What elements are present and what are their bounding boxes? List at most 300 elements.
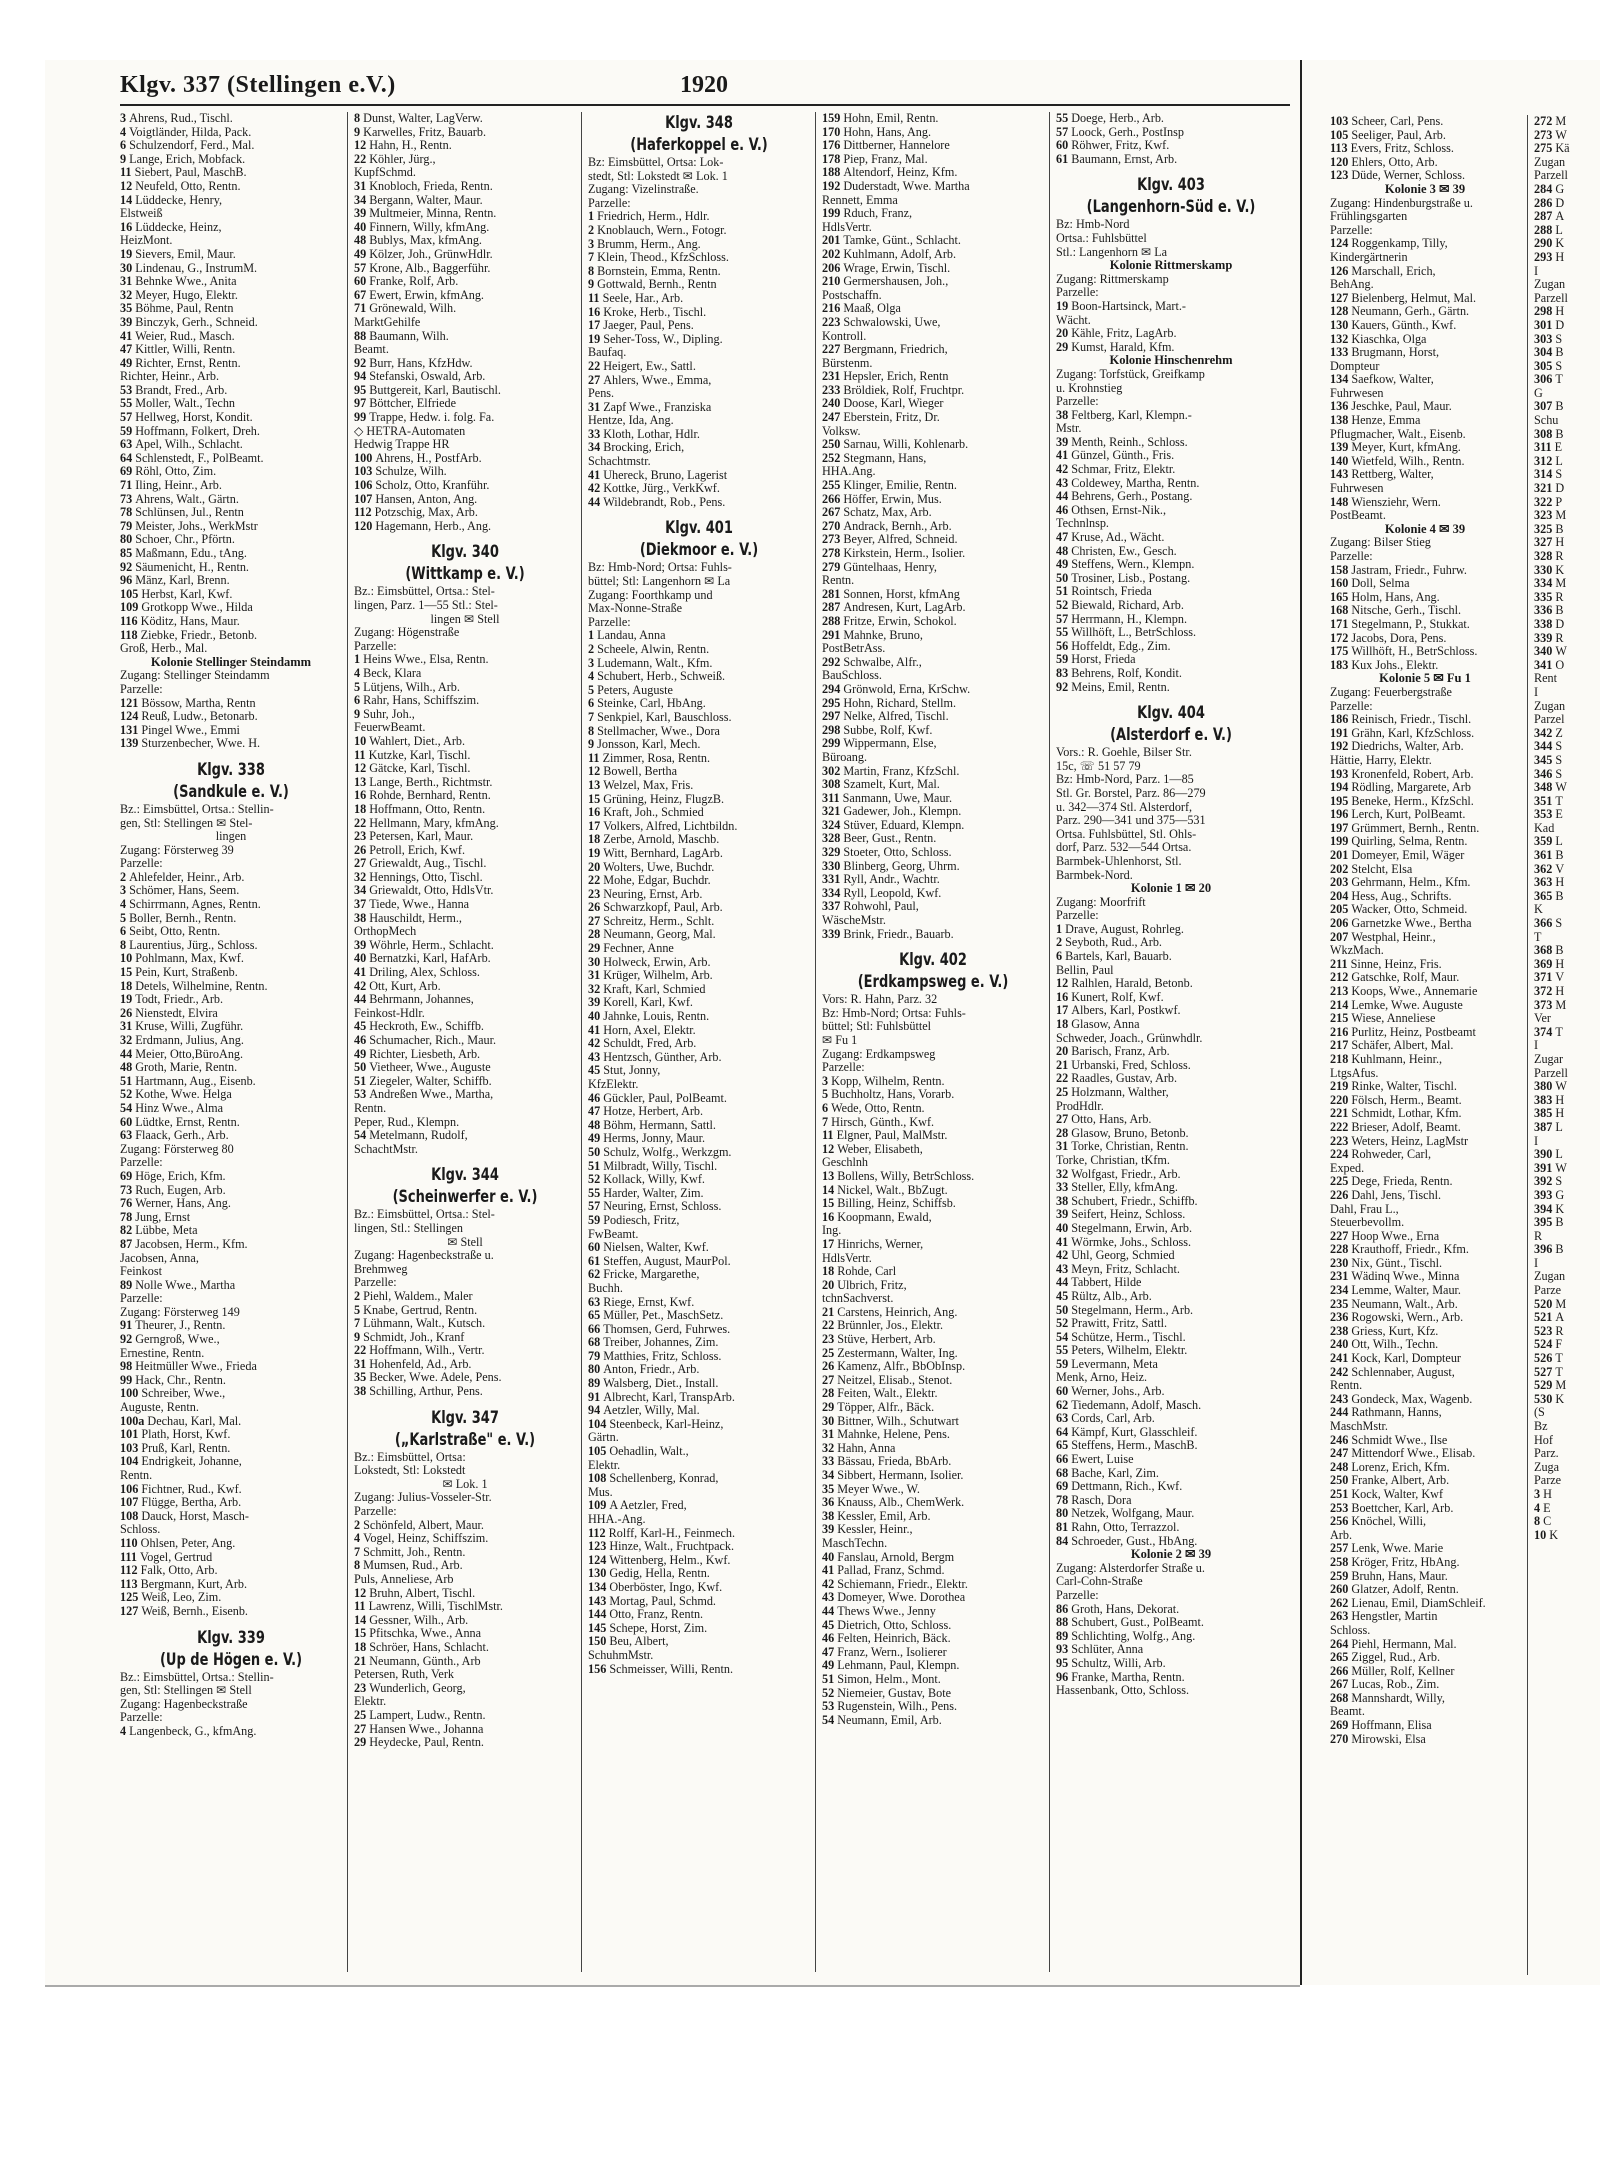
entry-line: 49 Kölzer, Joh., GrünwHdlr.	[354, 246, 493, 261]
plot-number: 68	[1056, 1465, 1072, 1480]
entry-line: 361 B	[1534, 848, 1564, 863]
entry-line: 21 Urbanski, Fred, Schloss.	[1056, 1057, 1191, 1072]
plot-number: 6	[1056, 949, 1066, 964]
plot-number: 17	[1056, 1003, 1072, 1018]
plot-number: 18	[588, 832, 604, 847]
plot-number: 281	[822, 586, 844, 601]
plot-number: 191	[1330, 725, 1352, 740]
plot-number: 222	[1330, 1119, 1352, 1134]
entry-line: 529 M	[1534, 1378, 1567, 1393]
plot-number: 308	[1534, 426, 1556, 441]
association-heading: (Haferkoppel e. V.)	[630, 135, 768, 155]
entry-line: 31 Behnke Wwe., Anita	[120, 274, 237, 289]
plot-number: 34	[354, 883, 370, 898]
entry-line: 16 Koopmann, Ewald,	[822, 1209, 932, 1224]
plot-number: 51	[588, 1158, 604, 1173]
entry-line: 140 Wietfeld, Wilh., Rentn.	[1330, 453, 1465, 468]
plot-number: 202	[1330, 861, 1352, 876]
entry-line: Bz: Hmb-Nord	[1056, 217, 1130, 232]
plot-number: 298	[1534, 304, 1556, 319]
entry-line: 195 Beneke, Herm., KfzSchl.	[1330, 793, 1474, 808]
plot-number: 30	[588, 954, 604, 969]
plot-number: 92	[120, 559, 136, 574]
plot-number: 148	[1330, 494, 1352, 509]
plot-number: 60	[120, 1114, 136, 1129]
plot-number: 38	[822, 1508, 838, 1523]
entry-line: Zugang: Hagenbeckstraße u.	[354, 1248, 494, 1263]
entry-line: Bz.: Eimsbüttel, Ortsa.: Stellin-	[120, 801, 274, 816]
entry-line: 133 Brugmann, Horst,	[1330, 345, 1440, 360]
plot-number: 1	[588, 628, 598, 643]
entry-line: 8 Stellmacher, Wwe., Dora	[588, 723, 720, 738]
entry-line: 51 Rointsch, Frieda	[1056, 584, 1152, 599]
plot-number: 112	[354, 505, 375, 520]
entry-line: 247 Mittendorf Wwe., Elisab.	[1330, 1446, 1476, 1461]
entry-line: 39 Seifert, Heinz, Schloss.	[1056, 1207, 1186, 1222]
entry-line: 236 Rogowski, Wern., Arb.	[1330, 1310, 1464, 1325]
plot-number: 214	[1330, 997, 1352, 1012]
plot-number: 216	[1330, 1024, 1352, 1039]
entry-line: 330 Blinberg, Georg, Uhrm.	[822, 858, 960, 873]
entry-line: 9 Lange, Erich, Mobfack.	[120, 151, 246, 166]
entry-line: 41 Wörmke, Johs., Schloss.	[1056, 1234, 1192, 1249]
directory-columns	[120, 112, 1290, 1972]
plot-number: 5	[120, 910, 130, 925]
entry-line: WäscheMstr.	[822, 913, 886, 928]
plot-number: 16	[354, 788, 370, 803]
entry-line: 35 Meyer Wwe., W.	[822, 1481, 920, 1496]
entry-line: tchnSachverst.	[822, 1291, 894, 1306]
entry-line: Parzelle:	[120, 856, 163, 871]
entry-line: 44 Wildebrandt, Rob., Pens.	[588, 494, 726, 509]
plot-number: 32	[120, 287, 136, 302]
entry-line: 304 B	[1534, 345, 1564, 360]
plot-number: 31	[120, 1019, 136, 1034]
entry-line: 337 Rohwohl, Paul,	[822, 899, 919, 914]
entry-line: 2 Schönfeld, Albert, Maur.	[354, 1517, 484, 1532]
entry-line: Rentn.	[354, 1100, 387, 1115]
plot-number: 41	[1056, 1234, 1072, 1249]
plot-number: 27	[822, 1372, 838, 1387]
entry-line: 100a Dechau, Karl, Mal.	[120, 1413, 242, 1428]
plot-number: 55	[1056, 112, 1072, 125]
entry-line: 363 H	[1534, 875, 1565, 890]
entry-line: 264 Piehl, Hermann, Mal.	[1330, 1636, 1457, 1651]
entry-line: 205 Wacker, Otto, Schmeid.	[1330, 902, 1468, 917]
entry-line: 49 Lehmann, Paul, Klempn.	[822, 1658, 960, 1673]
entry-line: Parzelle:	[1330, 698, 1373, 713]
entry-line: Max-Nonne-Straße	[588, 601, 683, 616]
plot-number: 11	[354, 747, 369, 762]
association-heading: Klgv. 401	[665, 518, 733, 539]
plot-number: 362	[1534, 861, 1556, 876]
entry-line: 59 Horst, Frieda	[1056, 652, 1136, 667]
plot-number: 134	[588, 1579, 610, 1594]
entry-line: büttel; Stl: Fuhlsbüttel	[822, 1019, 932, 1034]
entry-line: Peper, Rud., Klempn.	[354, 1114, 460, 1129]
plot-number: 12	[354, 1585, 370, 1600]
entry-line: 301 D	[1534, 317, 1565, 332]
entry-line: Puls, Anneliese, Arb	[354, 1572, 454, 1586]
entry-line: 100 Ahrens, H., PostfArb.	[354, 450, 482, 465]
plot-number: 12	[1056, 976, 1072, 991]
entry-line: 6 Steinke, Carl, HbAng.	[588, 696, 706, 711]
plot-number: 4	[354, 665, 364, 680]
plot-number: 14	[120, 192, 136, 207]
plot-number: 38	[354, 910, 370, 925]
entry-line: 9 Gottwald, Bernh., Rentn	[588, 277, 717, 292]
entry-line: 13 Welzel, Max, Fris.	[588, 777, 694, 792]
plot-number: 65	[1056, 1438, 1072, 1453]
entry-line: 325 B	[1534, 521, 1564, 536]
entry-line: 26 Schwarzkopf, Paul, Arb.	[588, 900, 723, 915]
entry-line: Parzelle:	[1056, 285, 1099, 300]
plot-number: 290	[1534, 236, 1556, 251]
plot-number: 231	[822, 369, 844, 384]
plot-number: 394	[1534, 1201, 1556, 1216]
entry-line: 346 S	[1534, 766, 1563, 781]
plot-number: 221	[1330, 1106, 1352, 1121]
plot-number: 32	[1056, 1166, 1072, 1181]
plot-number: 344	[1534, 739, 1556, 754]
plot-number: 92	[120, 1332, 136, 1347]
entry-line: 48 Böhm, Hermann, Sattl.	[588, 1117, 716, 1132]
plot-number: 188	[822, 165, 844, 180]
entry-line: 183 Kux Johs., Elektr.	[1330, 657, 1439, 672]
plot-number: 526	[1534, 1351, 1556, 1366]
entry-line: Ernestine, Rentn.	[120, 1345, 205, 1360]
entry-line: 3 Ludemann, Walt., Kfm.	[588, 655, 713, 670]
plot-number: 40	[1056, 1220, 1072, 1235]
entry-line: 238 Griess, Kurt, Kfz.	[1330, 1323, 1439, 1338]
plot-number: 3	[822, 1073, 832, 1088]
entry-line: 3 Brumm, Herm., Ang.	[588, 236, 701, 251]
entry-line: 6 Bartels, Karl, Bauarb.	[1056, 949, 1172, 964]
entry-line: Bz.: Eimsbüttel, Ortsa:	[354, 1449, 466, 1464]
entry-line: 362 V	[1534, 861, 1565, 876]
entry-line: 52 Prawitt, Fritz, Sattl.	[1056, 1316, 1168, 1331]
entry-line: 31 Kruse, Willi, Zugführ.	[120, 1019, 244, 1034]
plot-number: 267	[1330, 1677, 1352, 1692]
entry-line: Postschaffn.	[822, 287, 882, 302]
entry-line: 250 Franke, Albert, Arb.	[1330, 1473, 1450, 1488]
section-spacer	[588, 509, 810, 517]
entry-line: 89 Walsberg, Diet., Install.	[588, 1376, 719, 1391]
entry-line: 158 Jastram, Friedr., Fuhrw.	[1330, 562, 1467, 577]
entry-line: 57 Herrmann, H., Klempn.	[1056, 611, 1187, 626]
entry-line: 125 Weiß, Leo, Zim.	[120, 1590, 222, 1605]
entry-line: 22 Mohe, Edgar, Buchdr.	[588, 873, 711, 888]
entry-line: 107 Flügge, Bertha, Arb.	[120, 1495, 242, 1510]
plot-number: 57	[1056, 124, 1072, 139]
plot-number: 5	[354, 679, 364, 694]
plot-number: 63	[120, 1128, 136, 1143]
entry-line: 20 Kähle, Fritz, LagArb.	[1056, 326, 1177, 341]
entry-line: 63 Cords, Carl, Arb.	[1056, 1411, 1155, 1426]
plot-number: 46	[1056, 502, 1072, 517]
entry-line: Parzelle:	[1056, 908, 1099, 923]
entry-line: 9 Karwelles, Fritz, Bauarb.	[354, 124, 486, 139]
entry-line: 213 Koops, Wwe., Annemarie	[1330, 984, 1478, 998]
plot-number: 304	[1534, 345, 1556, 360]
column-divider	[815, 112, 816, 1972]
plot-number: 39	[822, 1522, 838, 1537]
entry-line: Zugang: Stellinger Steindamm	[120, 668, 270, 683]
entry-line: PostBeamt.	[1330, 508, 1386, 523]
entry-line: 23 Neuring, Ernst, Arb.	[588, 886, 703, 901]
entry-line: 40 Stegelmann, Erwin, Arb.	[1056, 1220, 1193, 1235]
plot-number: 6	[588, 696, 598, 711]
entry-line: 18 Zerbe, Arnold, Maschb.	[588, 832, 720, 847]
plot-number: 145	[588, 1620, 610, 1635]
entry-line: 26 Nienstedt, Elvira	[120, 1005, 218, 1020]
entry-line: Lokstedt, Stl: Lokstedt	[354, 1463, 466, 1478]
entry-line: 42 Schuldt, Fred, Arb.	[588, 1036, 697, 1051]
plot-number: 334	[822, 885, 844, 900]
plot-number: 8	[354, 112, 364, 125]
entry-line: 127 Weiß, Bernh., Eisenb.	[120, 1603, 248, 1618]
plot-number: 14	[822, 1182, 838, 1197]
entry-line: 95 Schultz, Willi, Arb.	[1056, 1655, 1166, 1670]
entry-line: Bürstenm.	[822, 355, 873, 370]
entry-line: 240 Doose, Karl, Wieger	[822, 396, 944, 411]
entry-line: 17 Albers, Karl, Postkwf.	[1056, 1003, 1181, 1018]
plot-number: 393	[1534, 1187, 1556, 1202]
plot-number: 256	[1330, 1514, 1352, 1529]
plot-number: 27	[354, 1721, 370, 1736]
plot-number: 35	[120, 301, 136, 316]
entry-line: Brehmweg	[354, 1261, 408, 1276]
entry-line: 199 Rduch, Franz,	[822, 206, 913, 221]
entry-line: 340 W	[1534, 644, 1567, 659]
section-spacer	[1056, 166, 1286, 174]
entry-line: 138 Henze, Emma	[1330, 413, 1421, 428]
plot-number: 248	[1330, 1459, 1352, 1474]
plot-number: 68	[588, 1335, 604, 1350]
entry-line: 23 Stüve, Herbert, Arb.	[822, 1332, 936, 1347]
entry-line: 124 Wittenberg, Helm., Kwf.	[588, 1552, 731, 1567]
plot-number: 19	[588, 845, 604, 860]
plot-number: 48	[354, 233, 370, 248]
directory-column-5	[1056, 112, 1286, 1972]
entry-line: 19 Boon-Hartsinck, Mart.-	[1056, 298, 1186, 313]
entry-line: 78 Schlünsen, Jul., Rentn	[120, 505, 244, 520]
plot-number: 266	[1330, 1663, 1352, 1678]
entry-line: 27 Ahlers, Wwe., Emma,	[588, 372, 712, 387]
plot-number: 363	[1534, 875, 1556, 890]
plot-number: 250	[822, 437, 844, 452]
plot-number: 42	[588, 1036, 604, 1051]
entry-line: 10 Pohlmann, Max, Kwf.	[120, 951, 244, 966]
plot-number: 69	[120, 464, 136, 479]
entry-line: KfzElektr.	[588, 1077, 639, 1091]
plot-number: 11	[822, 1128, 837, 1143]
plot-number: 35	[822, 1481, 838, 1496]
plot-number: 45	[354, 1019, 370, 1034]
entry-line: Parz.	[1534, 1446, 1559, 1461]
entry-line: 124 Roggenkamp, Tilly,	[1330, 236, 1448, 251]
plot-number: 86	[1056, 1601, 1072, 1616]
column-divider	[581, 112, 582, 1972]
plot-number: 136	[1330, 399, 1352, 414]
entry-line: 89 Schlichting, Wolfg., Ang.	[1056, 1628, 1196, 1643]
entry-line: 84 Schroeder, Gust., HbAng.	[1056, 1533, 1198, 1548]
plot-number: 3	[588, 655, 598, 670]
entry-line: 130 Kauers, Günth., Kwf.	[1330, 317, 1457, 332]
plot-number: 95	[354, 382, 370, 397]
plot-number: 20	[1056, 326, 1072, 341]
entry-line: 219 Rinke, Walter, Tischl.	[1330, 1079, 1457, 1094]
plot-number: 178	[822, 151, 844, 166]
plot-number: 192	[1330, 739, 1352, 754]
entry-line: 2 Seyboth, Rud., Arb.	[1056, 935, 1162, 950]
entry-line: 156 Schmeisser, Willi, Rentn.	[588, 1661, 734, 1676]
plot-number: 13	[354, 774, 370, 789]
entry-line: 47 Kittler, Willi, Rentn.	[120, 342, 236, 357]
entry-line: 40 Bernatzki, Karl, HafArb.	[354, 951, 491, 966]
entry-line: 34 Sibbert, Hermann, Isolier.	[822, 1468, 964, 1482]
entry-line: 15 Pein, Kurt, Straßenb.	[120, 965, 238, 980]
entry-line: 69 Röhl, Otto, Zim.	[120, 464, 217, 479]
entry-line: Dahl, Frau L.,	[1330, 1201, 1399, 1216]
entry-line: 270 Mirowski, Elsa	[1330, 1731, 1426, 1746]
entry-line: Ortsa. Fuhlsbüttel, Stl. Ohls-	[1056, 826, 1197, 841]
plot-number: 124	[120, 709, 142, 724]
entry-line: 6 Wede, Otto, Rentn.	[822, 1100, 925, 1115]
colony-heading: Kolonie Stellinger Steindamm	[150, 654, 312, 669]
entry-line: 281 Sonnen, Horst, kfmAng	[822, 586, 960, 601]
plot-number: 297	[822, 709, 844, 724]
entry-line: 16 Rohde, Bernhard, Rentn.	[354, 788, 491, 803]
plot-number: 53	[120, 382, 136, 397]
plot-number: 113	[120, 1576, 141, 1591]
entry-line: 67 Ewert, Erwin, kfmAng.	[354, 287, 484, 302]
entry-line: MaschMstr.	[1330, 1419, 1388, 1433]
plot-number: 143	[588, 1593, 610, 1608]
entry-line: 50 Vietheer, Wwe., Auguste	[354, 1060, 491, 1075]
plot-number: 2	[354, 1288, 364, 1303]
plot-number: 303	[1534, 331, 1556, 346]
plot-number: 22	[1056, 1071, 1072, 1086]
entry-line: 12 Hahn, H., Rentn.	[354, 138, 452, 153]
entry-line: 44 Tabbert, Hilde	[1056, 1275, 1142, 1290]
plot-number: 31	[822, 1427, 838, 1442]
entry-line: 8 C	[1534, 1514, 1552, 1529]
plot-number: 241	[1330, 1351, 1352, 1366]
entry-line: 14 Gessner, Wilh., Arb.	[354, 1612, 469, 1627]
section-spacer	[354, 533, 576, 541]
plot-number: 49	[1056, 557, 1072, 572]
plot-number: 39	[354, 206, 370, 221]
entry-line: 170 Hohn, Hans, Ang.	[822, 124, 932, 139]
entry-line: 203 Gehrmann, Helm., Kfm.	[1330, 875, 1471, 890]
entry-line: Zugang: Moorfrift	[1056, 894, 1146, 909]
entry-line: 168 Nitsche, Gerh., Tischl.	[1330, 603, 1462, 618]
entry-line: 49 Herms, Jonny, Maur.	[588, 1131, 706, 1146]
plot-number: 80	[120, 532, 136, 547]
entry-line: 165 Holm, Hans, Ang.	[1330, 589, 1440, 604]
entry-line: 248 Lorenz, Erich, Kfm.	[1330, 1459, 1450, 1474]
entry-line: 221 Schmidt, Lothar, Kfm.	[1330, 1106, 1462, 1121]
entry-line: lingen ✉ Stell	[430, 611, 500, 626]
plot-number: 64	[120, 450, 136, 465]
entry-line: 144 Otto, Franz, Rentn.	[588, 1607, 704, 1622]
plot-number: 207	[1330, 929, 1352, 944]
entry-line: Elektr.	[354, 1694, 387, 1709]
entry-line: 55 Harder, Walter, Zim.	[588, 1185, 704, 1200]
entry-line: 139 Sturzenbecher, Wwe. H.	[120, 736, 261, 751]
entry-line: Groß, Herb., Mal.	[120, 641, 208, 656]
plot-number: 43	[822, 1590, 838, 1605]
plot-number: 44	[1056, 1275, 1072, 1290]
entry-line: Parzell	[1534, 168, 1568, 183]
section-spacer	[354, 1156, 576, 1164]
plot-number: 311	[1534, 440, 1555, 455]
association-heading: Klgv. 344	[431, 1165, 499, 1186]
entry-line: Zugang: Feuerbergstraße	[1330, 684, 1452, 699]
plot-number: 202	[822, 246, 844, 261]
plot-number: 94	[588, 1403, 604, 1418]
entry-line: 44 Meier, Otto,BüroAng.	[120, 1046, 244, 1061]
entry-line: 88 Schubert, Gust., PolBeamt.	[1056, 1615, 1204, 1630]
entry-line: 231 Wädinq Wwe., Minna	[1330, 1269, 1460, 1284]
plot-number: 99	[120, 1372, 136, 1387]
entry-line: 11 Lawrenz, Willi, TischlMstr.	[354, 1599, 503, 1614]
plot-number: 54	[1056, 1329, 1072, 1344]
entry-line: 235 Neumann, Walt., Arb.	[1330, 1296, 1458, 1311]
entry-line: stedt, Stl: Lokstedt ✉ Lok. 1	[588, 168, 728, 183]
entry-line: 8 Dunst, Walter, LagVerw.	[354, 112, 483, 125]
plot-number: 18	[354, 1639, 370, 1654]
entry-line: 268 Mannshardt, Willy,	[1330, 1690, 1445, 1705]
entry-line: 288 Fritze, Erwin, Schokol.	[822, 613, 957, 628]
plot-number: 59	[120, 423, 136, 438]
section-spacer	[354, 1399, 576, 1407]
entry-line: 252 Stegmann, Hans,	[822, 450, 927, 465]
entry-line: 12 Gätcke, Karl, Tischl.	[354, 761, 471, 776]
entry-line: 39 Kessler, Heinr.,	[822, 1522, 913, 1537]
plot-number: 40	[588, 1009, 604, 1024]
entry-line: Bz: Hmb-Nord; Ortsa: Fuhls-	[822, 1005, 966, 1020]
entry-line: 295 Hohn, Richard, Stellm.	[822, 695, 957, 710]
directory-column-6	[1330, 115, 1520, 1975]
plot-number: 120	[1330, 154, 1352, 169]
entry-line: 359 L	[1534, 834, 1563, 849]
entry-line: 55 Doege, Herb., Arb.	[1056, 112, 1164, 125]
plot-number: 26	[822, 1359, 838, 1374]
entry-line: 57 Loock, Gerh., PostInsp	[1056, 124, 1184, 139]
plot-number: 345	[1534, 752, 1556, 767]
entry-line: Bz: Hmb-Nord; Ortsa: Fuhls-	[588, 560, 732, 575]
plot-number: 41	[354, 965, 370, 980]
plot-number: 82	[120, 1223, 136, 1238]
plot-number: 48	[588, 1117, 604, 1132]
plot-number: 387	[1534, 1119, 1556, 1134]
plot-number: 22	[354, 1343, 370, 1358]
entry-line: 126 Marschall, Erich,	[1330, 263, 1436, 278]
plot-number: 334	[1534, 576, 1556, 591]
plot-number: 96	[120, 573, 136, 588]
plot-number: 308	[822, 777, 844, 792]
entry-line: 60 Franke, Rolf, Arb.	[354, 274, 459, 289]
entry-line: Parzelle:	[120, 1710, 163, 1725]
plot-number: 247	[1330, 1446, 1352, 1461]
entry-line: 94 Stefanski, Oswald, Arb.	[354, 369, 486, 384]
entry-line: Auguste, Rentn.	[120, 1400, 199, 1415]
plot-number: 49	[354, 1046, 370, 1061]
entry-line: WkzMach.	[1330, 943, 1384, 958]
entry-line: 17 Volkers, Alfred, Lichtbildn.	[588, 818, 738, 833]
